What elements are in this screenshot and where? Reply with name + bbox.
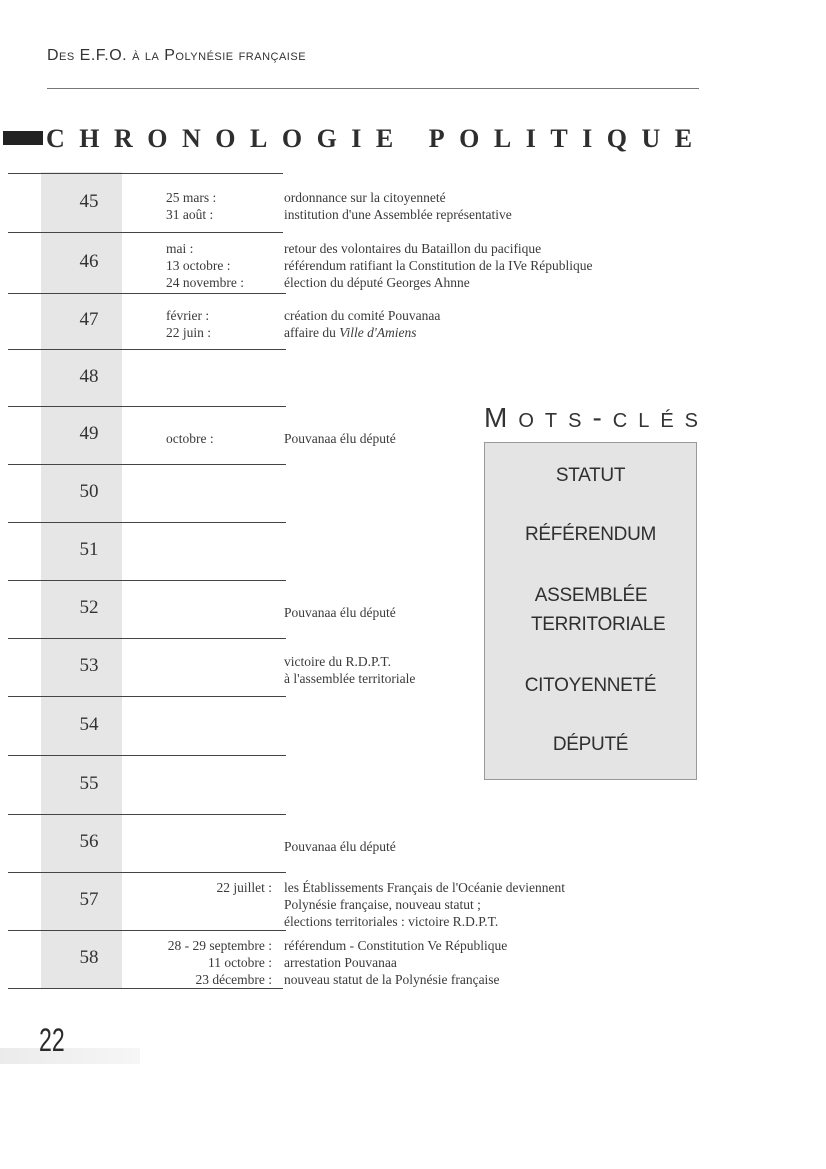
date-line: 25 mars : xyxy=(166,190,217,205)
year-label: 58 xyxy=(79,947,99,968)
event-cell xyxy=(284,838,396,855)
event-line: Polynésie française, nouveau statut ; xyxy=(284,897,481,912)
year-label: 53 xyxy=(79,655,99,676)
year-label: 46 xyxy=(79,251,99,272)
year-label: 56 xyxy=(79,831,99,852)
table-row xyxy=(8,931,808,989)
date-line: octobre : xyxy=(166,431,214,446)
date-line: 23 décembre : xyxy=(195,972,272,987)
event-cell xyxy=(284,653,415,687)
keywords-box xyxy=(484,442,697,780)
date-cell xyxy=(166,307,211,341)
page-number: 22 xyxy=(39,1022,65,1058)
keyword: STATUT xyxy=(555,465,626,486)
event-line: retour des volontaires du Bataillon du pacifique xyxy=(284,241,542,256)
date-line: 28 - 29 septembre : xyxy=(167,938,272,953)
year-label: 47 xyxy=(79,309,99,330)
event-line: Pouvanaa élu député xyxy=(284,605,396,620)
date-cell xyxy=(166,189,216,223)
event-cell xyxy=(284,430,396,447)
year-label: 49 xyxy=(79,423,99,444)
table-row xyxy=(8,873,808,931)
date-line: 24 novembre : xyxy=(166,275,244,290)
table-row xyxy=(8,350,808,407)
running-head: Des E.F.O. à la Polynésie française xyxy=(47,47,307,64)
event-line: victoire du R.D.P.T. xyxy=(284,654,391,669)
event-cell xyxy=(284,240,593,291)
event-cell xyxy=(284,604,396,621)
year-label: 48 xyxy=(79,366,99,387)
event-cell xyxy=(284,307,440,341)
date-cell xyxy=(166,240,244,291)
date-line: mai : xyxy=(166,241,194,256)
year-label: 45 xyxy=(79,191,99,212)
year-label: 50 xyxy=(79,481,99,502)
table-row xyxy=(8,174,808,233)
event-line: à l'assemblée territoriale xyxy=(284,671,416,686)
header-rule xyxy=(47,88,699,89)
year-label: 51 xyxy=(79,539,99,560)
title-bar-decoration xyxy=(3,131,43,145)
event-line: institution d'une Assemblée représentative xyxy=(284,207,512,222)
date-line: 11 octobre : xyxy=(208,955,272,970)
keyword: RÉFÉRENDUM xyxy=(524,524,657,545)
table-row xyxy=(8,815,808,873)
date-cell xyxy=(217,879,273,896)
table-row xyxy=(8,294,808,350)
year-label: 52 xyxy=(79,597,99,618)
year-label: 54 xyxy=(79,714,99,735)
event-cell xyxy=(284,879,565,930)
page-title: CHRONOLOGIE POLITIQUE xyxy=(46,124,707,153)
event-cell xyxy=(284,189,512,223)
keyword: DÉPUTÉ xyxy=(552,734,629,755)
keyword: ASSEMBLÉE TERRITORIALE xyxy=(531,585,666,635)
table-top-rule xyxy=(8,173,283,174)
date-line: février : xyxy=(166,308,210,323)
event-line: Pouvanaa élu député xyxy=(284,431,396,446)
event-line: élections territoriales : victoire R.D.P.T. xyxy=(284,914,499,929)
date-cell xyxy=(168,937,272,988)
event-line: Pouvanaa élu député xyxy=(284,839,396,854)
year-label: 57 xyxy=(79,889,99,910)
event-line: création du comité Pouvanaa xyxy=(284,308,441,323)
event-line: référendum ratifiant la Constitution de la IVe République xyxy=(284,258,593,273)
date-cell xyxy=(166,430,214,447)
date-line: 22 juin : xyxy=(166,325,212,340)
date-line: 31 août : xyxy=(166,207,214,222)
event-line: affaire du Ville d'Amiens xyxy=(284,325,417,340)
year-label: 55 xyxy=(79,773,99,794)
keyword: CITOYENNETÉ xyxy=(524,675,657,696)
ship-name: Ville d'Amiens xyxy=(339,325,417,340)
event-line: nouveau statut de la Polynésie française xyxy=(284,972,500,987)
row-divider xyxy=(8,988,283,989)
event-line: arrestation Pouvanaa xyxy=(284,955,397,970)
event-line: les Établissements Français de l'Océanie deviennent xyxy=(284,880,565,895)
date-line: 22 juillet : xyxy=(216,880,272,895)
date-line: 13 octobre : xyxy=(166,258,231,273)
event-line: référendum - Constitution Ve République xyxy=(284,938,508,953)
event-cell xyxy=(284,937,507,988)
keywords-title: Mots-clés xyxy=(484,402,710,433)
event-line: élection du député Georges Ahnne xyxy=(284,275,470,290)
event-line: ordonnance sur la citoyenneté xyxy=(284,190,446,205)
table-row xyxy=(8,233,808,294)
page-number-bar xyxy=(0,1048,140,1064)
